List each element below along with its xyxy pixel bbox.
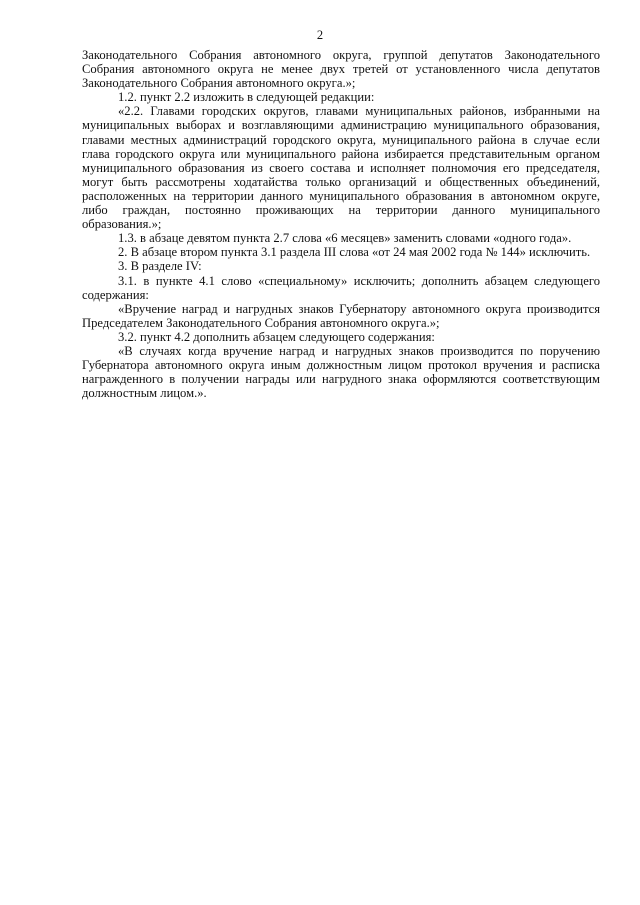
paragraph-item-3-1: 3.1. в пункте 4.1 слово «специальному» исключить; дополнить абзацем следующего содержания: [82, 273, 600, 302]
paragraph-item-3-2: 3.2. пункт 4.2 дополнить абзацем следующего содержания: [118, 329, 435, 344]
paragraph-item-3-1-text: «Вручение наград и нагрудных знаков Губернатору автономного округа производится Председателем Законодательного Собрания автономного округа.»; [82, 301, 600, 330]
paragraph-item-2-2-text: «2.2. Главами городских округов, главами муниципальных районов, избранными на муниципальных выборах и возглавляющими администрацию муниципального образования, главами местных администраций городского округа, муниципального района в случае если глава городского округа или муниципального района избирается представительным органом муниципального образования из своего состава и исполняет полномочия его председателя, могут быть рассмотрены ходатайства только организаций и общественных объединений, расположенных на территории данного муниципального образования в автономном округе, либо граждан, постоянно проживающих на территории данного муниципального образования.»; [82, 104, 600, 232]
paragraph-item-3: 3. В разделе IV: [118, 259, 202, 274]
paragraph-item-3-2-text: «В случаях когда вручение наград и нагрудных знаков производится по поручению Губернатора автономного округа иным должностным лицом протокол вручения и расписка награжденного в получении награды или нагрудного знака оформляются соответствующим должностным лицом.». [82, 343, 600, 401]
page-number: 2 [316, 28, 324, 42]
paragraph-item-1-3: 1.3. в абзаце девятом пункта 2.7 слова «6 месяцев» заменить словами «одного года». [118, 231, 572, 246]
paragraph-item-1-2: 1.2. пункт 2.2 изложить в следующей редакции: [118, 90, 375, 105]
paragraph-item-2: 2. В абзаце втором пункта 3.1 раздела III слова «от 24 мая 2002 года № 144» исключить. [118, 245, 591, 260]
document-body [82, 48, 600, 400]
paragraph-continuation: Законодательного Собрания автономного округа, группой депутатов Законодательного Собрания автономного округа не менее двух третей от установленного числа депутатов Законодательного Собрания автономного округа.»; [82, 48, 600, 91]
